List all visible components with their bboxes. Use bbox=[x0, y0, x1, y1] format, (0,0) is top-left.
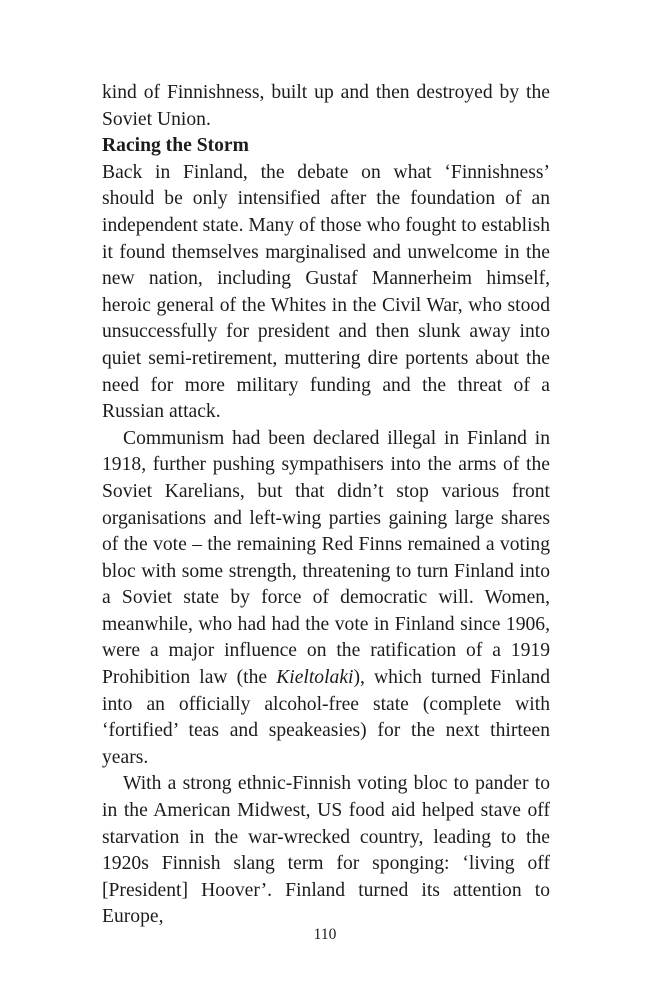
paragraph-2-text-start: Communism had been declared illegal in Finland in 1918, further pushing sympathisers into the arms of the Soviet Karelians, but that didn’t stop various front organisations and left-wing parties gaining large shares of the vote – the remaining Red Finns remained a voting bloc with some strength, threatening to turn Finland into a Soviet state by force of democratic will. Women, meanwhile, who had had the vote in Finland since 1906, were a major influence on the ratification of a 1919 Prohibition law (the bbox=[102, 427, 550, 689]
section-heading: Racing the Storm bbox=[102, 135, 249, 157]
body-paragraph-3: With a strong ethnic-Finnish voting bloc to pander to in the American Midwest, US food aid helped stave off starvation in the war-wrecked country, leading to the 1920s Finnish slang term for sponging: ‘living off [President] Hoover’. Finland turned its attention to Europe, bbox=[102, 773, 550, 928]
opening-paragraph: kind of Finnishness, built up and then destroyed by the Soviet Union. bbox=[102, 82, 550, 130]
kieltolaki-italic: Kieltolaki bbox=[276, 667, 354, 689]
body-paragraph-2 bbox=[102, 426, 550, 772]
page-body bbox=[102, 80, 550, 931]
paragraph-2-text-end: ), which turned Finland into an officially alcohol-free state (complete with ‘fortified’ teas and speakeasies) for the next thirteen years. bbox=[102, 667, 550, 768]
body-paragraph-1: Back in Finland, the debate on what ‘Finnishness’ should be only intensified after the foundation of an independent state. Many of those who fought to establish it found themselves marginalised and unwelcome in the new nation, including Gustaf Mannerheim himself, heroic general of the Whites in the Civil War, who stood unsuccessfully for president and then slunk away into quiet semi-retirement, muttering dire portents about the need for more military funding and the threat of a Russian attack. bbox=[102, 161, 550, 423]
page-number: 110 bbox=[313, 926, 337, 943]
